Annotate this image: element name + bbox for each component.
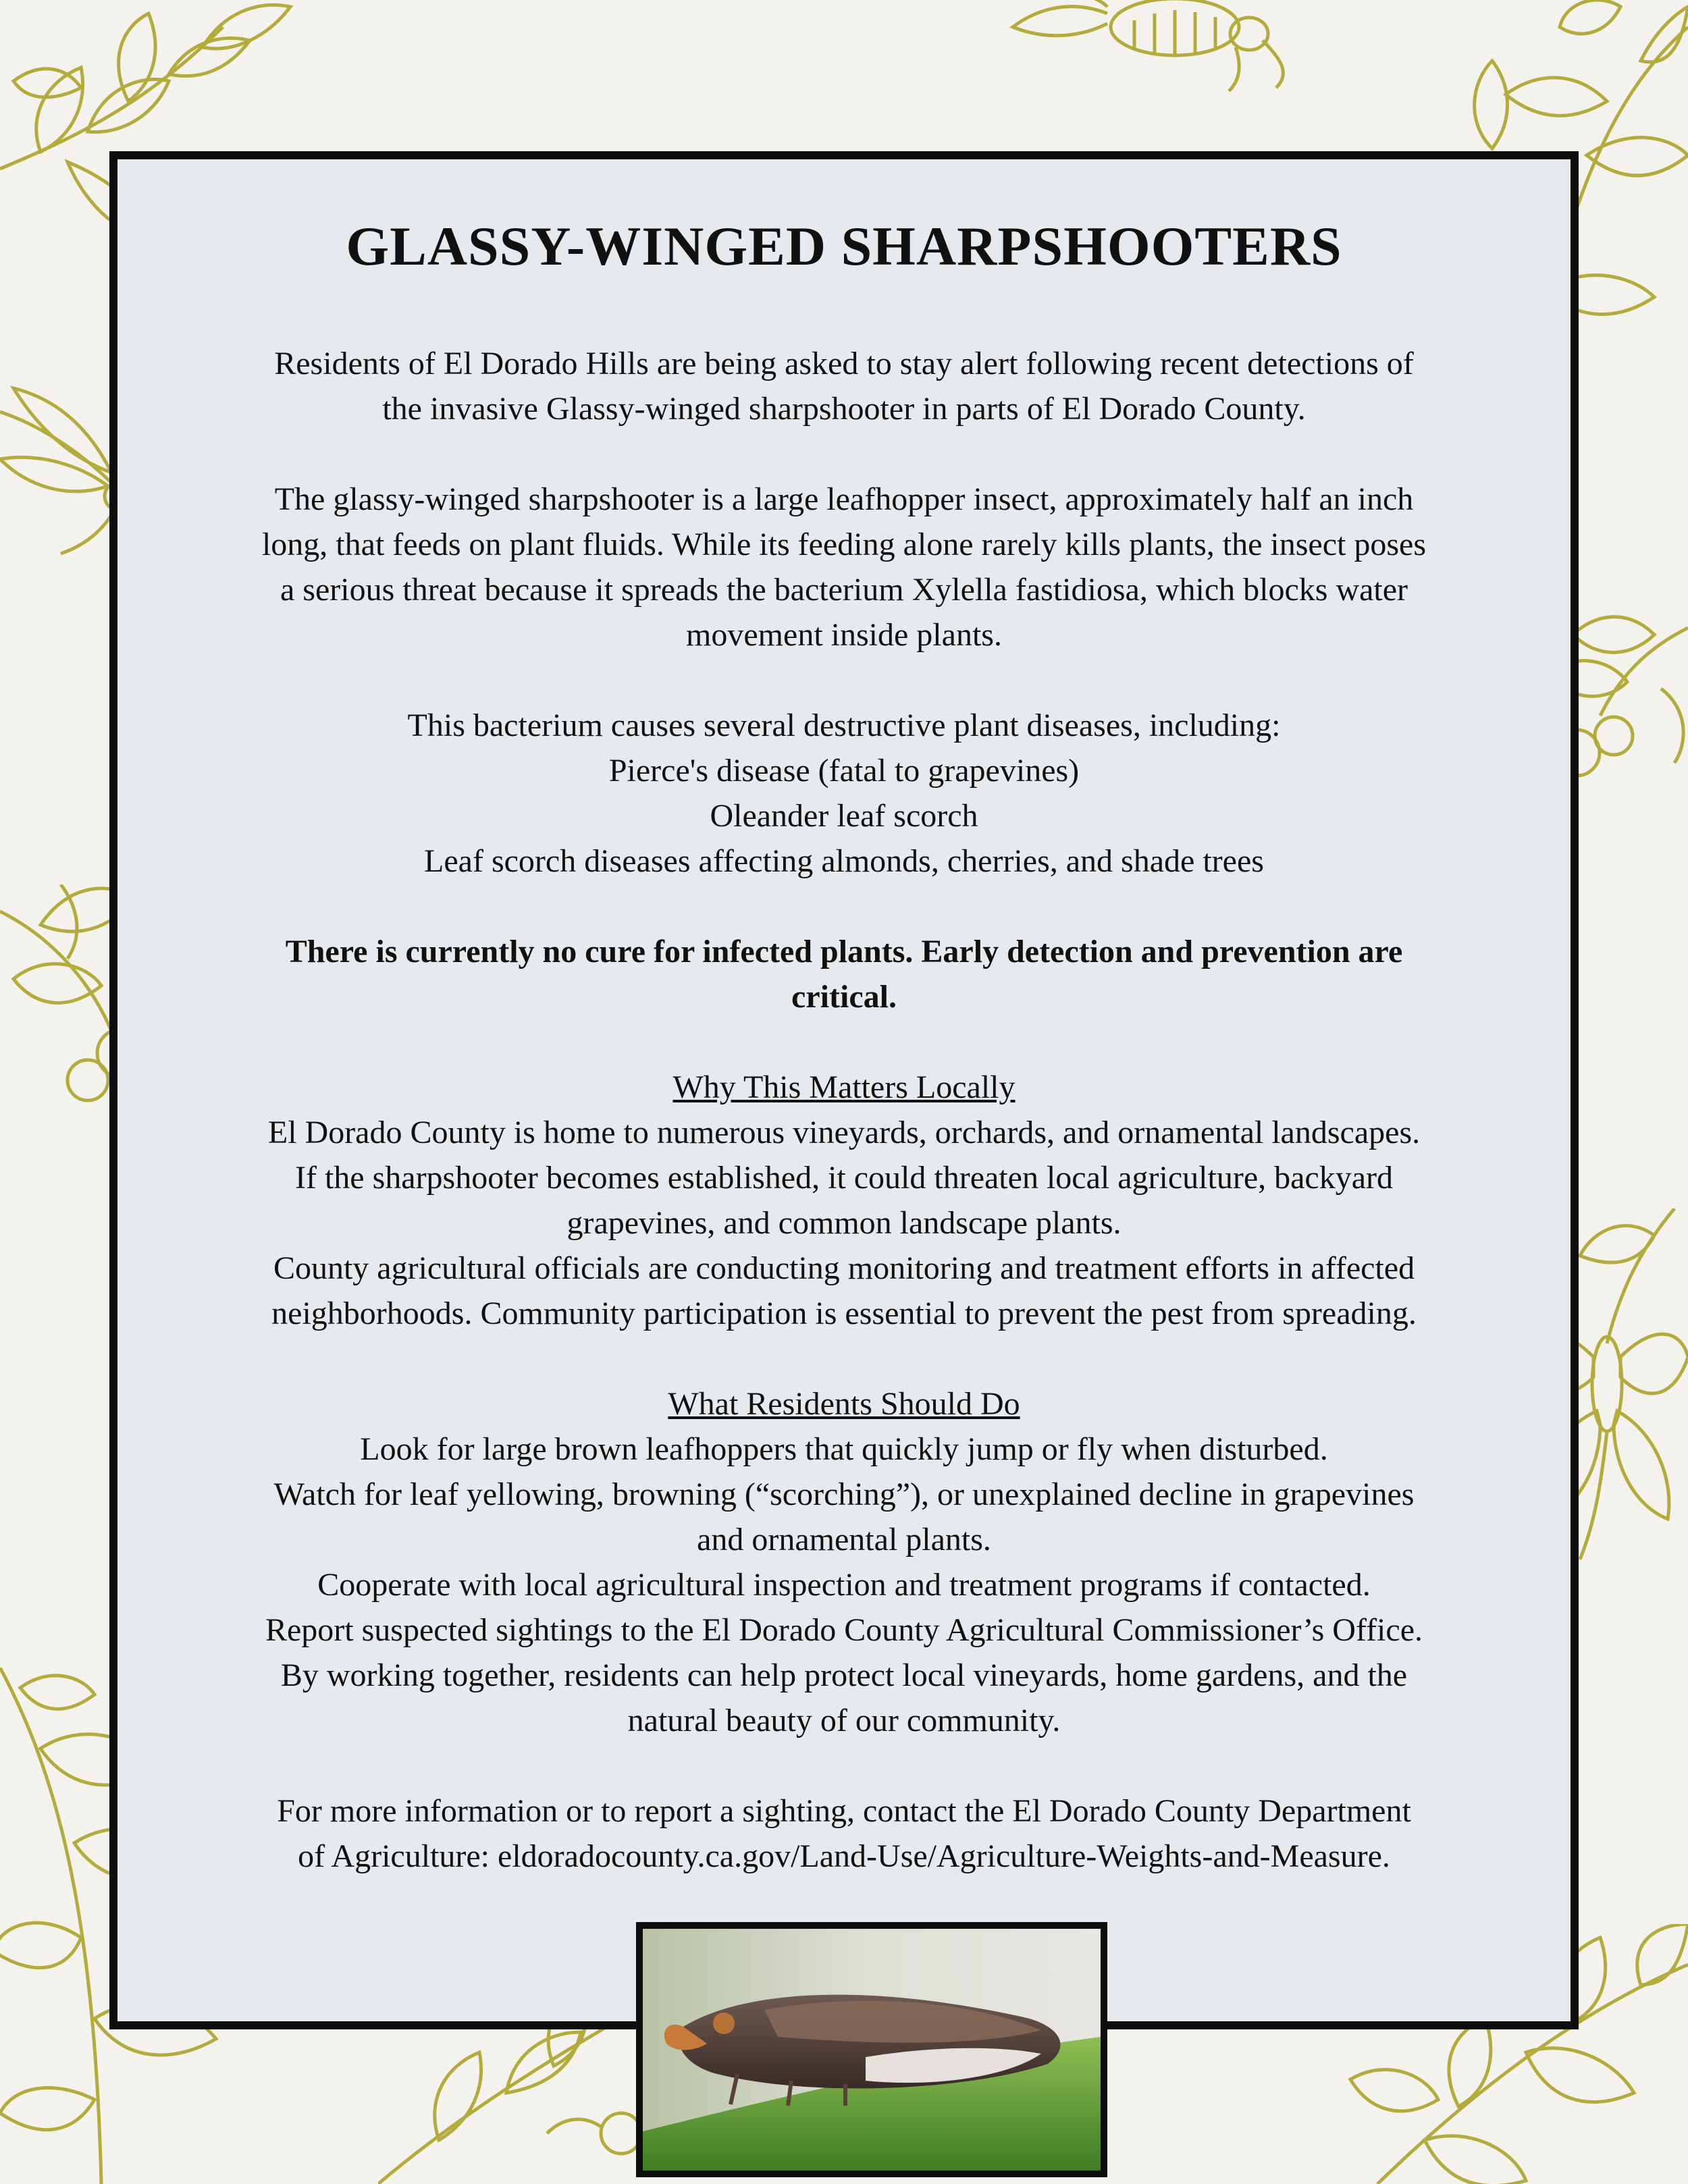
- description-line: movement inside plants.: [686, 617, 1002, 653]
- contact-line: of Agriculture: eldoradocounty.ca.gov/Land-Use/Agriculture-Weights-and-Measure.: [298, 1838, 1390, 1874]
- intro-line: the invasive Glassy-winged sharpshooter in parts of El Dorado County.: [382, 391, 1306, 427]
- warning-line: critical.: [791, 979, 897, 1015]
- todo-line: natural beauty of our community.: [627, 1703, 1061, 1738]
- warning-line: There is currently no cure for infected plants. Early detection and prevention are: [285, 934, 1403, 969]
- todo-line: Report suspected sightings to the El Dorado County Agricultural Commissioner’s Office.: [265, 1612, 1423, 1648]
- why-line: El Dorado County is home to numerous vineyards, orchards, and ornamental landscapes.: [267, 1115, 1421, 1150]
- article-body: [203, 341, 1485, 1879]
- todo-heading: What Residents Should Do: [668, 1386, 1020, 1422]
- page-title: GLASSY-WINGED SHARPSHOOTERS: [346, 215, 1342, 277]
- why-line: County agricultural officials are conducting monitoring and treatment efforts in affected: [273, 1250, 1415, 1286]
- description-line: a serious threat because it spreads the bacterium Xylella fastidiosa, which blocks water: [280, 572, 1408, 608]
- intro-line: Residents of El Dorado Hills are being asked to stay alert following recent detections of: [274, 346, 1414, 381]
- disease-item: Leaf scorch diseases affecting almonds, cherries, and shade trees: [424, 843, 1264, 879]
- disease-item: Pierce's disease (fatal to grapevines): [608, 753, 1080, 789]
- sharpshooter-photo: [636, 1922, 1107, 2177]
- why-line: grapevines, and common landscape plants.: [566, 1205, 1122, 1241]
- why-line: neighborhoods. Community participation is essential to prevent the pest from spreading.: [271, 1296, 1417, 1331]
- why-line: If the sharpshooter becomes established, it could threaten local agriculture, backyard: [294, 1160, 1394, 1196]
- todo-line: Look for large brown leafhoppers that quickly jump or fly when disturbed.: [360, 1431, 1328, 1467]
- todo-line: By working together, residents can help protect local vineyards, home gardens, and the: [280, 1657, 1408, 1693]
- bee-icon: [972, 0, 1350, 101]
- description-line: The glassy-winged sharpshooter is a large leafhopper insect, approximately half an inch: [274, 481, 1414, 517]
- contact-line: For more information or to report a sighting, contact the El Dorado County Department: [277, 1793, 1411, 1829]
- todo-line: Watch for leaf yellowing, browning (“scorching”), or unexplained decline in grapevines: [273, 1476, 1415, 1512]
- why-heading: Why This Matters Locally: [672, 1069, 1016, 1105]
- description-line: long, that feeds on plant fluids. While its feeding alone rarely kills plants, the insect poses: [261, 527, 1427, 562]
- disease-item: Oleander leaf scorch: [710, 798, 978, 834]
- todo-line: Cooperate with local agricultural inspection and treatment programs if contacted.: [317, 1567, 1371, 1603]
- todo-line: and ornamental plants.: [697, 1522, 991, 1557]
- diseases-intro: This bacterium causes several destructive plant diseases, including:: [407, 708, 1281, 743]
